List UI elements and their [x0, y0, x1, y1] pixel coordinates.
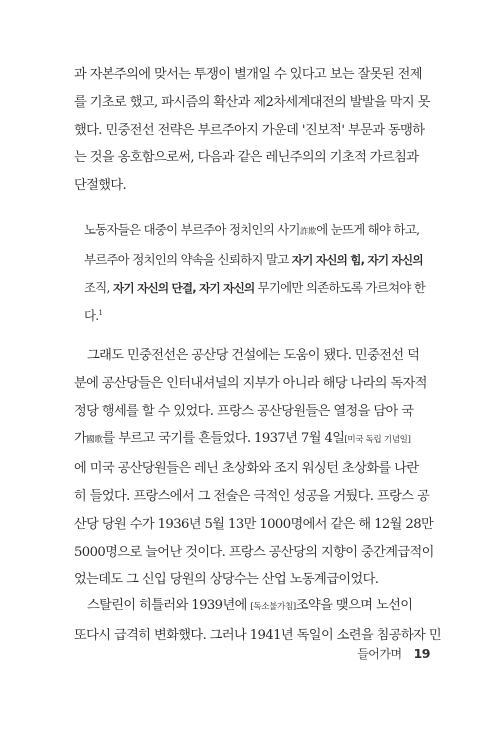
quote-line-1 — [84, 216, 432, 246]
running-section-title: 들어가며 — [357, 647, 402, 661]
paragraph-2-line-1: 그래도 민중전선은 공산당 건설에는 도움이 됐다. 민중전선 덕 — [87, 348, 420, 363]
paragraph-1-line-5: 단절했다. — [74, 178, 127, 194]
paragraph-3-bracket-note: [독소불가침] — [250, 602, 296, 612]
paragraph-1-line-3: 했다. 민중전선 전략은 부르주아지 가운데 '진보적' 부문과 동맹하 — [74, 122, 425, 138]
paragraph-2-bracket-note: [미국 독립 기념일] — [344, 435, 411, 446]
quote-line-3-end: 무기에만 의존하도록 가르쳐야 한 — [254, 280, 426, 295]
paragraph-1-line-2: 를 기초로 했고, 파시즘의 확산과 제2차세계대전의 발발을 막지 못 — [74, 94, 430, 110]
quote-line-3-text: 조직, — [84, 280, 114, 295]
paragraph-2-line-7: 산당 당원 수가 1936년 5월 13만 1000명에서 같은 해 12월 28만 — [74, 516, 434, 532]
quote-line-4 — [84, 302, 432, 329]
paragraph-3-line-1-text: 스탈린이 히틀러와 1939년에 — [87, 598, 251, 613]
quote-line-2 — [84, 246, 432, 274]
paragraph-2-line-2: 분에 공산당들은 인터내셔널의 지부가 아니라 해당 나라의 독자적 — [74, 375, 427, 391]
paragraph-2 — [74, 342, 434, 594]
paragraph-2-line-9: 었는데도 그 신입 당원의 상당수는 산업 노동계급이었다. — [74, 572, 379, 588]
paragraph-1 — [74, 61, 430, 200]
paragraph-3-line-2: 또다시 급격히 변화했다. 그러나 1941년 독일이 소련을 침공하자 민 — [74, 627, 441, 643]
paragraph-2-line-5: 에 미국 공산당원들은 레닌 초상화와 조지 워싱턴 초상화를 나란 — [74, 461, 419, 477]
quote-line-1-text: 노동자들은 대중이 부르주아 정치인의 사기 — [84, 222, 300, 237]
quote-line-4-text: 다. — [84, 308, 99, 323]
quote-line-3-emphasis: 자기 자신의 단결, 자기 자신의 — [113, 281, 255, 295]
paragraph-1-line-1: 과 자본주의에 맞서는 투쟁이 별개일 수 있다고 보는 잘못된 전제 — [74, 67, 422, 82]
paragraph-2-line-3: 정당 행세를 할 수 있었다. 프랑스 공산당원들은 열정을 담아 국 — [74, 403, 414, 419]
quote-line-3 — [84, 274, 432, 302]
paragraph-3-line-1 — [74, 592, 430, 622]
paragraph-2-hanja: 國歌 — [86, 435, 103, 446]
footnote-marker: 1 — [98, 308, 103, 317]
page-number: 19 — [413, 646, 430, 661]
page-footer — [357, 645, 430, 662]
block-quote — [84, 216, 432, 329]
paragraph-2-line-6: 히 들었다. 프랑스에서 그 전술은 극적인 성공을 거뒀다. 프랑스 공 — [74, 488, 430, 504]
paragraph-2-line-8: 5000명으로 늘어난 것이다. 프랑스 공산당의 지향이 중간계급적이 — [74, 544, 434, 560]
paragraph-2-line-4-start: 가 — [74, 431, 87, 447]
quote-hanja: 詐欺 — [299, 227, 317, 237]
paragraph-2-line-4 — [74, 425, 430, 455]
paragraph-3 — [74, 592, 441, 650]
quote-line-1-end: 에 눈뜨게 해야 하고, — [316, 222, 420, 237]
quote-line-2-text: 부르주아 정치인의 약속을 신뢰하지 말고 — [84, 252, 292, 267]
paragraph-1-line-4: 는 것을 옹호함으로써, 다음과 같은 레닌주의의 기초적 가르침과 — [74, 150, 419, 166]
paragraph-2-line-4-text: 를 부르고 국기를 흔들었다. 1937년 7월 4일 — [102, 431, 345, 447]
quote-line-2-emphasis: 자기 자신의 힘, 자기 자신의 — [291, 253, 423, 267]
paragraph-3-line-1-end: 조약을 맺으며 노선이 — [295, 598, 413, 613]
